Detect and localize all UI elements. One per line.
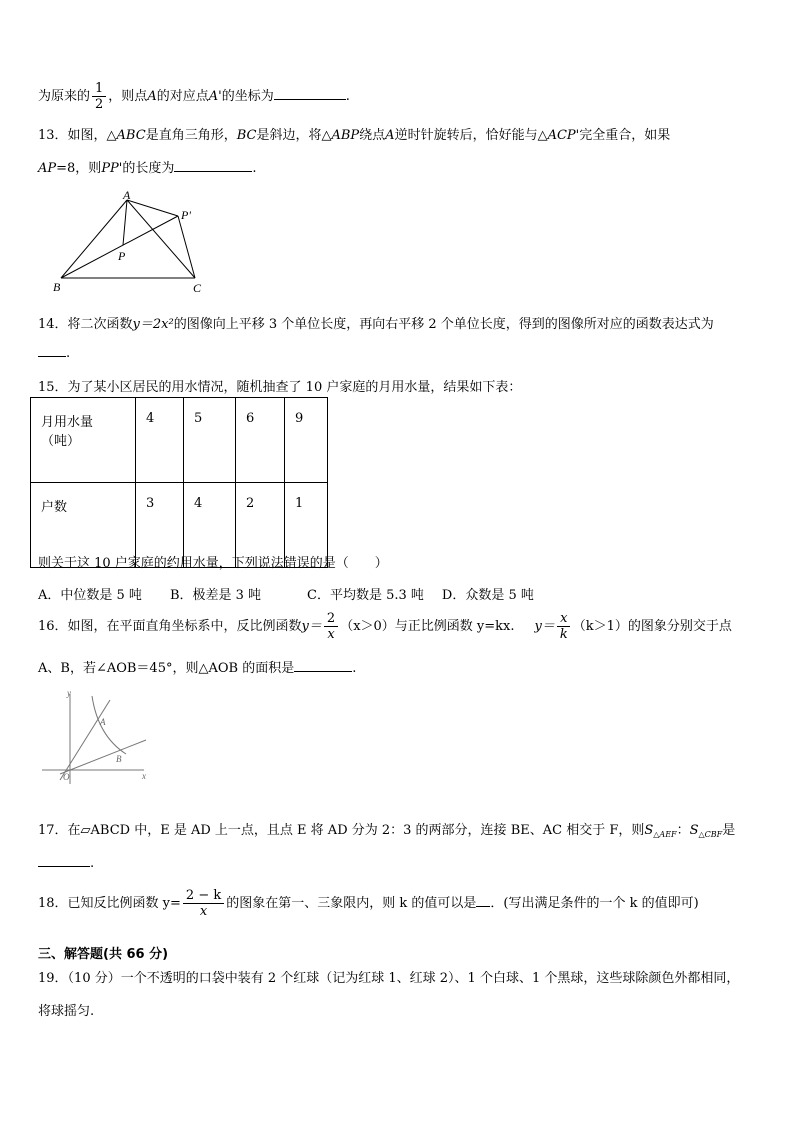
text: 绕点 xyxy=(359,128,386,143)
text: 的长度为 xyxy=(122,161,175,176)
var: A xyxy=(385,128,395,143)
segment-ap xyxy=(123,200,127,245)
answer-blank xyxy=(274,87,346,100)
q13-line1 xyxy=(38,124,670,143)
subscript: △AEF xyxy=(653,830,677,839)
answer-blank xyxy=(294,659,352,672)
q16-line1 xyxy=(38,611,732,642)
text: ： xyxy=(676,823,690,838)
q14-line2 xyxy=(38,344,70,361)
var: ABP xyxy=(331,128,360,143)
q15-stem: 15．为了某小区居民的用水情况，随机抽查了 10 户家庭的月用水量，结果如下表： xyxy=(38,380,522,395)
fraction-x-over-k xyxy=(557,611,571,642)
answer-blank xyxy=(174,159,252,172)
q17-line2 xyxy=(38,854,94,871)
numerator: 2 − k xyxy=(183,888,224,904)
table-cell: 户数 xyxy=(31,483,136,568)
fraction-2-over-x xyxy=(324,611,338,642)
numerator: x xyxy=(557,611,570,627)
option-d: D．众数是 5 吨 xyxy=(441,588,534,603)
option-c: C．平均数是 5.3 吨 xyxy=(307,588,424,603)
label-x: x xyxy=(142,771,146,781)
q14-line1 xyxy=(38,313,714,332)
q15-options xyxy=(38,584,534,603)
q18-line xyxy=(38,888,699,919)
segment-ap-prime xyxy=(127,200,178,216)
label-b: B xyxy=(53,280,61,294)
text: （k＞1）的图象分别交于点 xyxy=(572,619,732,634)
text: （x＞0）与正比例函数 y=kx. xyxy=(340,619,515,634)
table-cell: 4 xyxy=(136,398,184,483)
fraction-half xyxy=(92,81,106,112)
var: y＝ xyxy=(534,619,555,634)
text: . xyxy=(252,161,257,176)
text: ．(写出满足条件的一个 k 的值即可) xyxy=(490,896,699,911)
text: . xyxy=(66,346,71,361)
numerator: 2 xyxy=(324,611,338,627)
label-p-prime: P' xyxy=(181,208,191,222)
label-p: P xyxy=(118,249,126,263)
option-a: A．中位数是 5 吨 xyxy=(38,588,142,603)
answer-blank xyxy=(38,344,66,357)
q13-triangle-figure xyxy=(45,188,215,298)
text: 的图像向上平移 3 个单位长度，再向右平移 2 个单位长度，得到的图像所对应的函数表达式为 xyxy=(173,317,714,332)
text: 17．在▱ABCD 中，E 是 AD 上一点，且点 E 将 AD 分为 2：3 的两部分，连接 BE、AC 相交于 F，则 xyxy=(38,823,645,838)
label-a: A xyxy=(100,717,106,727)
function: y＝2x² xyxy=(132,317,174,332)
fraction-2-minus-k-over-x xyxy=(183,888,224,919)
q16-coordinate-figure xyxy=(38,688,153,786)
text: 16．如图，在平面直角坐标系中，反比例函数 xyxy=(38,619,302,634)
var-s: S xyxy=(689,823,699,838)
text: 的图象在第一、三象限内，则 k 的值可以是 xyxy=(226,896,477,911)
label-c: C xyxy=(193,281,202,295)
segment-ab xyxy=(61,200,127,278)
text: 逆时针旋转后，恰好能与△ xyxy=(394,128,548,143)
text: . xyxy=(352,661,357,676)
table-cell: 2 xyxy=(236,483,285,568)
water-usage-table xyxy=(30,397,328,568)
line-y-x-over-k xyxy=(60,740,146,774)
q15-question: 则关于这 10 户家庭的约用水量，下列说法错误的是（ ） xyxy=(38,556,388,571)
segment-bp-prime xyxy=(61,216,178,278)
option-b: B．极差是 3 吨 xyxy=(169,588,262,603)
var: ABC xyxy=(116,128,146,143)
answer-blank xyxy=(38,854,90,867)
text: . xyxy=(345,89,350,104)
table-cell: 月用水量（吨） xyxy=(31,398,136,483)
q16-line2 xyxy=(38,657,356,676)
var-s: S xyxy=(644,823,654,838)
text: 的坐标为 xyxy=(221,89,274,104)
label-b: B xyxy=(116,754,122,764)
numerator: 1 xyxy=(92,81,106,97)
table-cell: 4 xyxy=(184,483,236,568)
text: 是斜边，将△ xyxy=(256,128,332,143)
q17-line1 xyxy=(38,819,735,839)
denominator: x xyxy=(199,904,208,919)
q19-line2: 将球摇匀. xyxy=(38,1004,95,1019)
var: y＝ xyxy=(301,619,322,634)
text: 18．已知反比例函数 y= xyxy=(38,896,181,911)
var: BC xyxy=(236,128,257,143)
var: PP' xyxy=(101,161,123,176)
table-cell: 1 xyxy=(285,483,328,568)
var-a: A xyxy=(147,89,157,104)
table-cell: 6 xyxy=(236,398,285,483)
q19-line1: 19．（10 分）一个不透明的口袋中装有 2 个红球（记为红球 1、红球 2）、1 个白球、1 个黑球，这些球除颜色外都相同， xyxy=(38,971,740,986)
subscript: △CBF xyxy=(698,830,723,839)
text: ，则点 xyxy=(108,89,148,104)
text: 是直角三角形， xyxy=(145,128,237,143)
q13-line2 xyxy=(38,157,257,176)
text: A、B，若∠AOB＝45°，则△AOB 的面积是 xyxy=(38,661,295,676)
var: AP xyxy=(38,161,57,176)
text: . xyxy=(90,856,95,871)
table-cell: 5 xyxy=(184,398,236,483)
label-o: O xyxy=(63,772,70,782)
hyperbola-curve xyxy=(92,696,126,754)
table-row xyxy=(31,398,328,483)
text: 13．如图，△ xyxy=(38,128,117,143)
section-heading: 三、解答题(共 66 分) xyxy=(38,947,169,962)
label-y: y xyxy=(67,688,71,698)
q12-continuation xyxy=(38,81,350,112)
table-cell: 3 xyxy=(136,483,184,568)
denominator: k xyxy=(559,627,568,642)
denominator: 2 xyxy=(95,97,104,112)
var-a-prime: A' xyxy=(208,89,222,104)
text: 是 xyxy=(722,823,736,838)
text: =8，则 xyxy=(56,161,102,176)
text: 14．将二次函数 xyxy=(38,317,133,332)
var: ACP' xyxy=(547,128,580,143)
text: 的对应点 xyxy=(156,89,209,104)
answer-blank xyxy=(476,894,490,907)
denominator: x xyxy=(327,627,335,642)
text: 为原来的 xyxy=(38,89,91,104)
label-a: A xyxy=(123,188,131,202)
table-cell: 9 xyxy=(285,398,328,483)
line-y-kx xyxy=(60,700,110,780)
text: 完全重合，如果 xyxy=(579,128,671,143)
